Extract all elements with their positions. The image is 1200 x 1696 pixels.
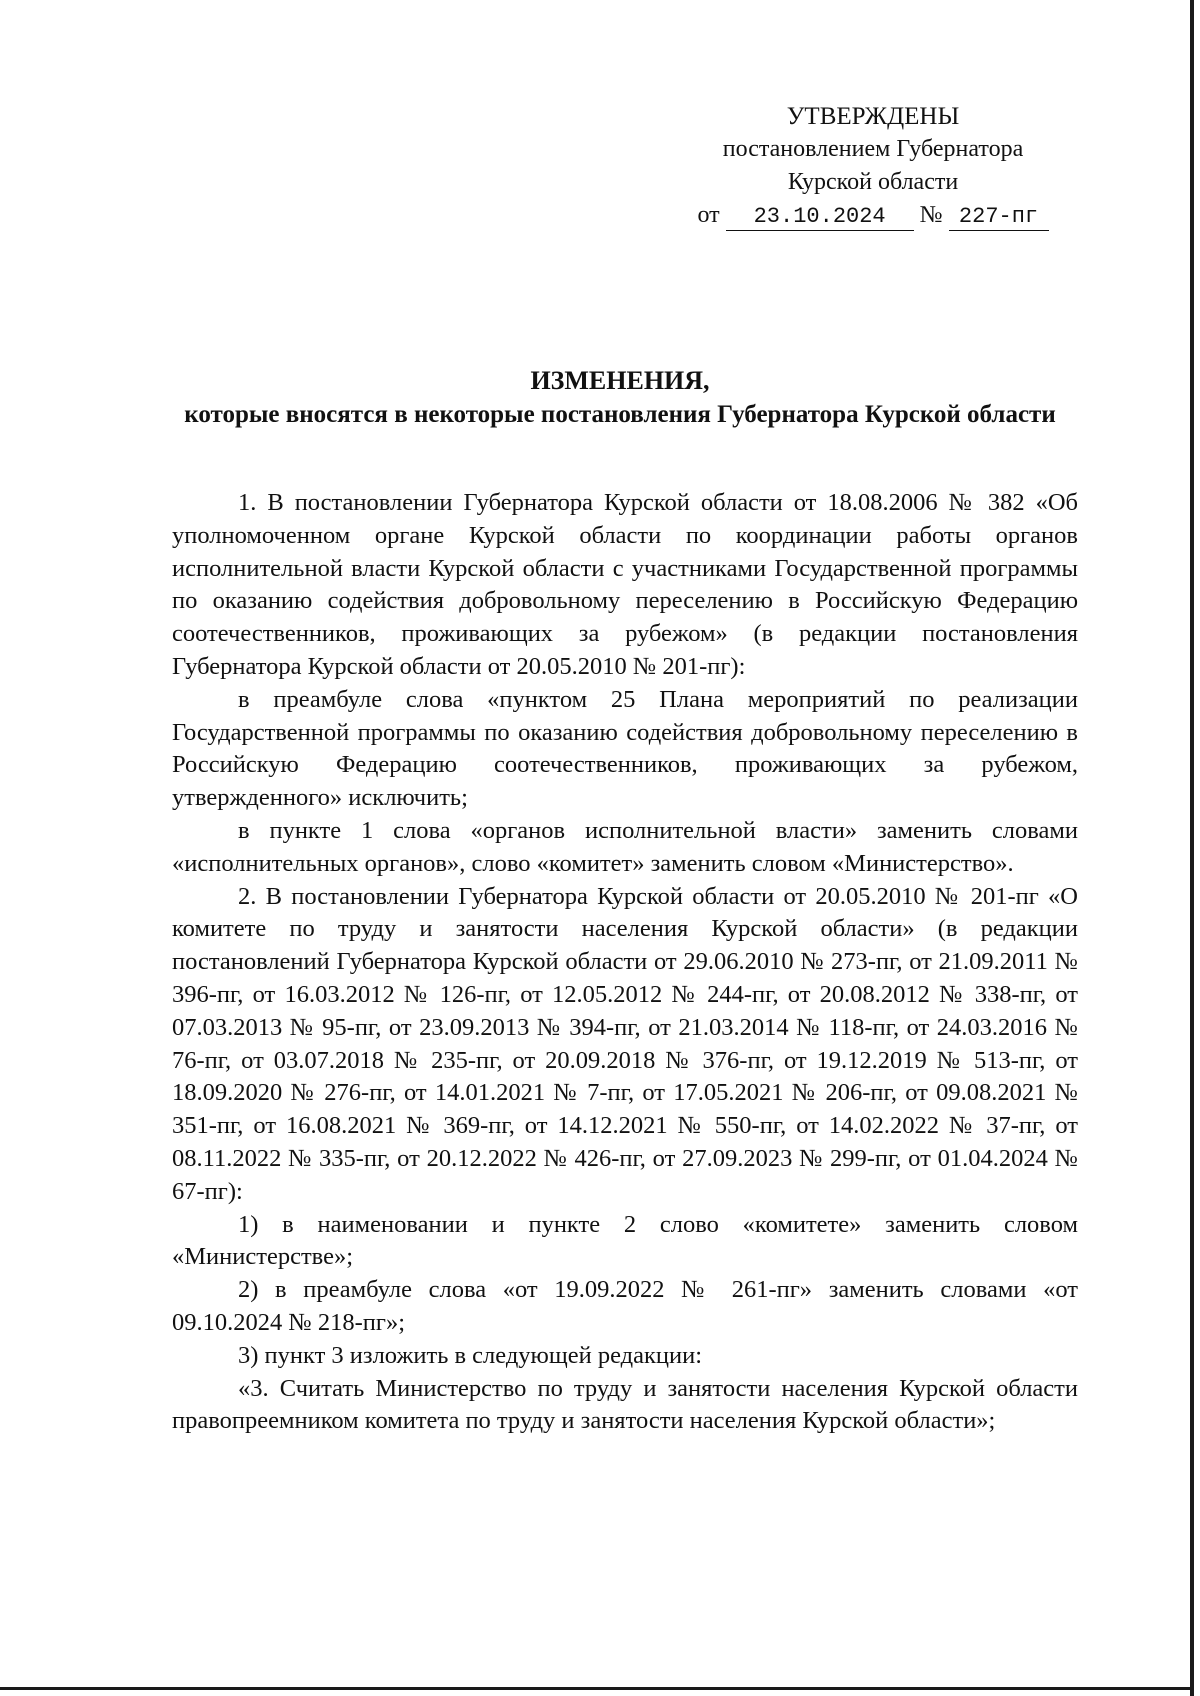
- approval-date-prefix: от: [697, 202, 720, 228]
- document-subtitle: которые вносятся в некоторые постановления Губернатора Курской области: [184, 401, 1056, 428]
- paragraph-5: 1) в наименовании и пункте 2 слово «комитете» заменить словом «Министерстве»;: [172, 1210, 1078, 1271]
- approval-number-value: 227-пг: [949, 204, 1049, 231]
- approval-date-value: 23.10.2024: [726, 204, 914, 231]
- document-body: [172, 487, 1078, 1438]
- approval-region: Курской области: [787, 169, 959, 195]
- paragraph-6: 2) в преамбуле слова «от 19.09.2022 № 261-пг» заменить словами «от 09.10.2024 № 218-пг»;: [172, 1276, 1078, 1336]
- paragraph-1: 1. В постановлении Губернатора Курской области от 18.08.2006 № 382 «Об уполномоченном органе Курской области по координации работы органов исполнительной власти Курской области с участниками Государственной программы по оказанию содействия добровольному переселению в Российскую Федерацию соотечественников, проживающих за рубежом» (в редакции постановления Губернатора Курской области от 20.05.2010 № 201-пг):: [172, 489, 1078, 680]
- approval-date-line: [688, 199, 1058, 232]
- approval-title: УТВЕРЖДЕНЫ: [786, 103, 960, 130]
- paragraph-7: 3) пункт 3 изложить в следующей редакции:: [238, 1341, 703, 1369]
- document-title: ИЗМЕНЕНИЯ,: [530, 366, 710, 395]
- approval-authority: постановлением Губернатора: [722, 136, 1024, 162]
- document-heading: [170, 364, 1070, 432]
- paragraph-4: 2. В постановлении Губернатора Курской области от 20.05.2010 № 201-пг «О комитете по труду и занятости населения Курской области» (в редакции постановлений Губернатора Курской области от 29.06.2010 № 273-пг, от 21.09.2011 № 396-пг, от 16.03.2012 № 126-пг, от 12.05.2012 № 244-пг, от 20.08.2012 № 338-пг, от 07.03.2013 № 95-пг, от 23.09.2013 № 394-пг, от 21.03.2014 № 118-пг, от 24.03.2016 № 76-пг, от 03.07.2018 № 235-пг, от 20.09.2018 № 376-пг, от 19.12.2019 № 513-пг, от 18.09.2020 № 276-пг, от 14.01.2021 № 7-пг, от 17.05.2021 № 206-пг, от 09.08.2021 № 351-пг, от 16.08.2021 № 369-пг, от 14.12.2021 № 550-пг, от 14.02.2022 № 37-пг, от 08.11.2022 № 335-пг, от 20.12.2022 № 426-пг, от 27.09.2023 № 299-пг, от 01.04.2024 № 67-пг):: [172, 882, 1078, 1205]
- approval-stamp: [688, 100, 1058, 232]
- paragraph-2: в преамбуле слова «пунктом 25 Плана мероприятий по реализации Государственной программы по оказанию содействия добровольному переселению в Российскую Федерацию соотечественников, проживающих за рубежом, утвержденного» исключить;: [172, 685, 1078, 812]
- approval-number-prefix: №: [919, 202, 943, 228]
- paragraph-8: «3. Считать Министерство по труду и занятости населения Курской области правопреемником комитета по труду и занятости населения Курской области»;: [172, 1374, 1078, 1435]
- page-edge-right: [1190, 0, 1194, 1696]
- page-edge-bottom: [0, 1687, 1194, 1690]
- paragraph-3: в пункте 1 слова «органов исполнительной власти» заменить словами «исполнительных органов», слово «комитет» заменить словом «Министерство».: [172, 816, 1078, 877]
